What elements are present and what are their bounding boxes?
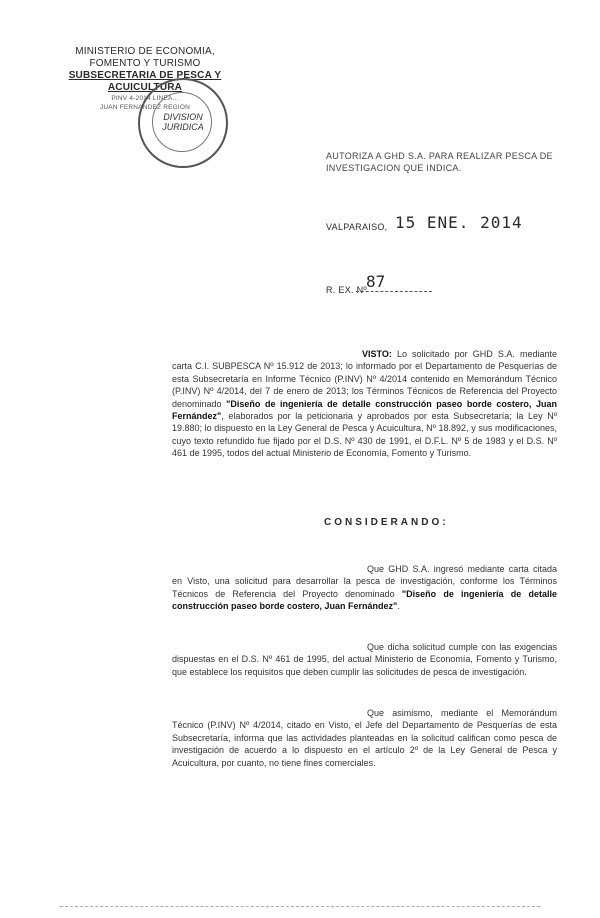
- visto-project: "Diseño de ingeniería de detalle construcción paseo borde costero, Juan Fernández": [172, 398, 557, 422]
- considerando-1: [172, 563, 557, 613]
- subsecretaria-name: SUBSECRETARIA DE PESCA Y ACUICULTURA: [68, 70, 222, 93]
- division-juridica-stamp: [138, 78, 228, 168]
- ministry-name-2: FOMENTO Y TURISMO: [89, 58, 201, 69]
- considerando-1-end: .: [397, 601, 400, 612]
- date-stamp: 15 ENE. 2014: [395, 213, 523, 232]
- stamp-line-1: DIVISION: [163, 112, 203, 122]
- file-region: JUAN FERNANDEZ REGION: [99, 104, 191, 111]
- ministry-name: MINISTERIO DE ECONOMIA,: [75, 46, 215, 57]
- considerando-3-text: Que asimismo, mediante el Memorándum Técnico (P.INV) Nº 4/2014, citado en Visto, el Jefe del Departamento de Pesquerías de esta Subsecretaría, informa que las actividades planteadas en la solicitud califican como pesca de investigación de acuerdo a lo dispuesto en el artículo 2º de la Ley General de Pesca y Acuicultura, por cuanto, no tiene fines comerciales.: [172, 708, 557, 768]
- considerando-3: [172, 707, 557, 769]
- resolution-number: 87: [366, 272, 386, 291]
- resolution-label: R. EX. Nº: [326, 285, 367, 295]
- visto-label: VISTO:: [362, 349, 392, 359]
- document-reference: AUTORIZA A GHD S.A. PARA REALIZAR PESCA DE INVESTIGACION QUE INDICA.: [326, 151, 553, 173]
- visto-text-1: Lo solicitado por GHD S.A. mediante carta C.I. SUBPESCA Nº 15.912 de 2013; lo informado por el Departamento de Pesquerías de esta Subsecretaría en Informe Técnico (P.INV) Nº 4/2014 contenido en Memorándum Técnico (P.INV) Nº 4/2014, del 7 de enero de 2013; los Términos Técnicos de Referencia del Proyecto denominado: [172, 349, 557, 409]
- place-label: VALPARAISO,: [326, 222, 388, 232]
- considerando-1-text: Que GHD S.A. ingresó mediante carta citada en Visto, una solicitud para desarrollar la pesca de investigación, conforme los Términos Técnicos de Referencia del Proyecto denominado: [172, 564, 557, 599]
- file-reference: PINV 4-2014 LINEA...: [111, 95, 179, 102]
- considerando-heading: CONSIDERANDO:: [324, 517, 449, 528]
- stamp-text: [140, 112, 226, 132]
- considerando-1-project: "Diseño de ingeniería de detalle construcción paseo borde costero, Juan Fernández": [172, 588, 557, 612]
- resolution-line: [356, 291, 432, 292]
- visto-text-2: , elaborados por la peticionaria y aprobados por esta Subsecretaría; la Ley Nº 19.880; lo dispuesto en la Ley General de Pesca y Acuicultura, Nº 18.892, y sus modificaciones, cuyo texto refundido fue fijado por el D.S. Nº 430 de 1991, el D.F.L. Nº 5 de 1983 y el D.S. Nº 461 de 1995, todos del actual Ministerio de Economía, Fomento y Turismo.: [172, 411, 557, 459]
- considerando-2-text: Que dicha solicitud cumple con las exigencias dispuestas en el D.S. Nº 461 de 1995, del actual Ministerio de Economía, Fomento y Turismo, que establece los requisitos que deben cumplir las solicitudes de pesca de investigación.: [172, 642, 557, 677]
- stamp-line-2: JURIDICA: [162, 122, 204, 132]
- visto-paragraph: [172, 348, 557, 460]
- considerando-2: [172, 641, 557, 678]
- page-footer-line: [60, 906, 540, 907]
